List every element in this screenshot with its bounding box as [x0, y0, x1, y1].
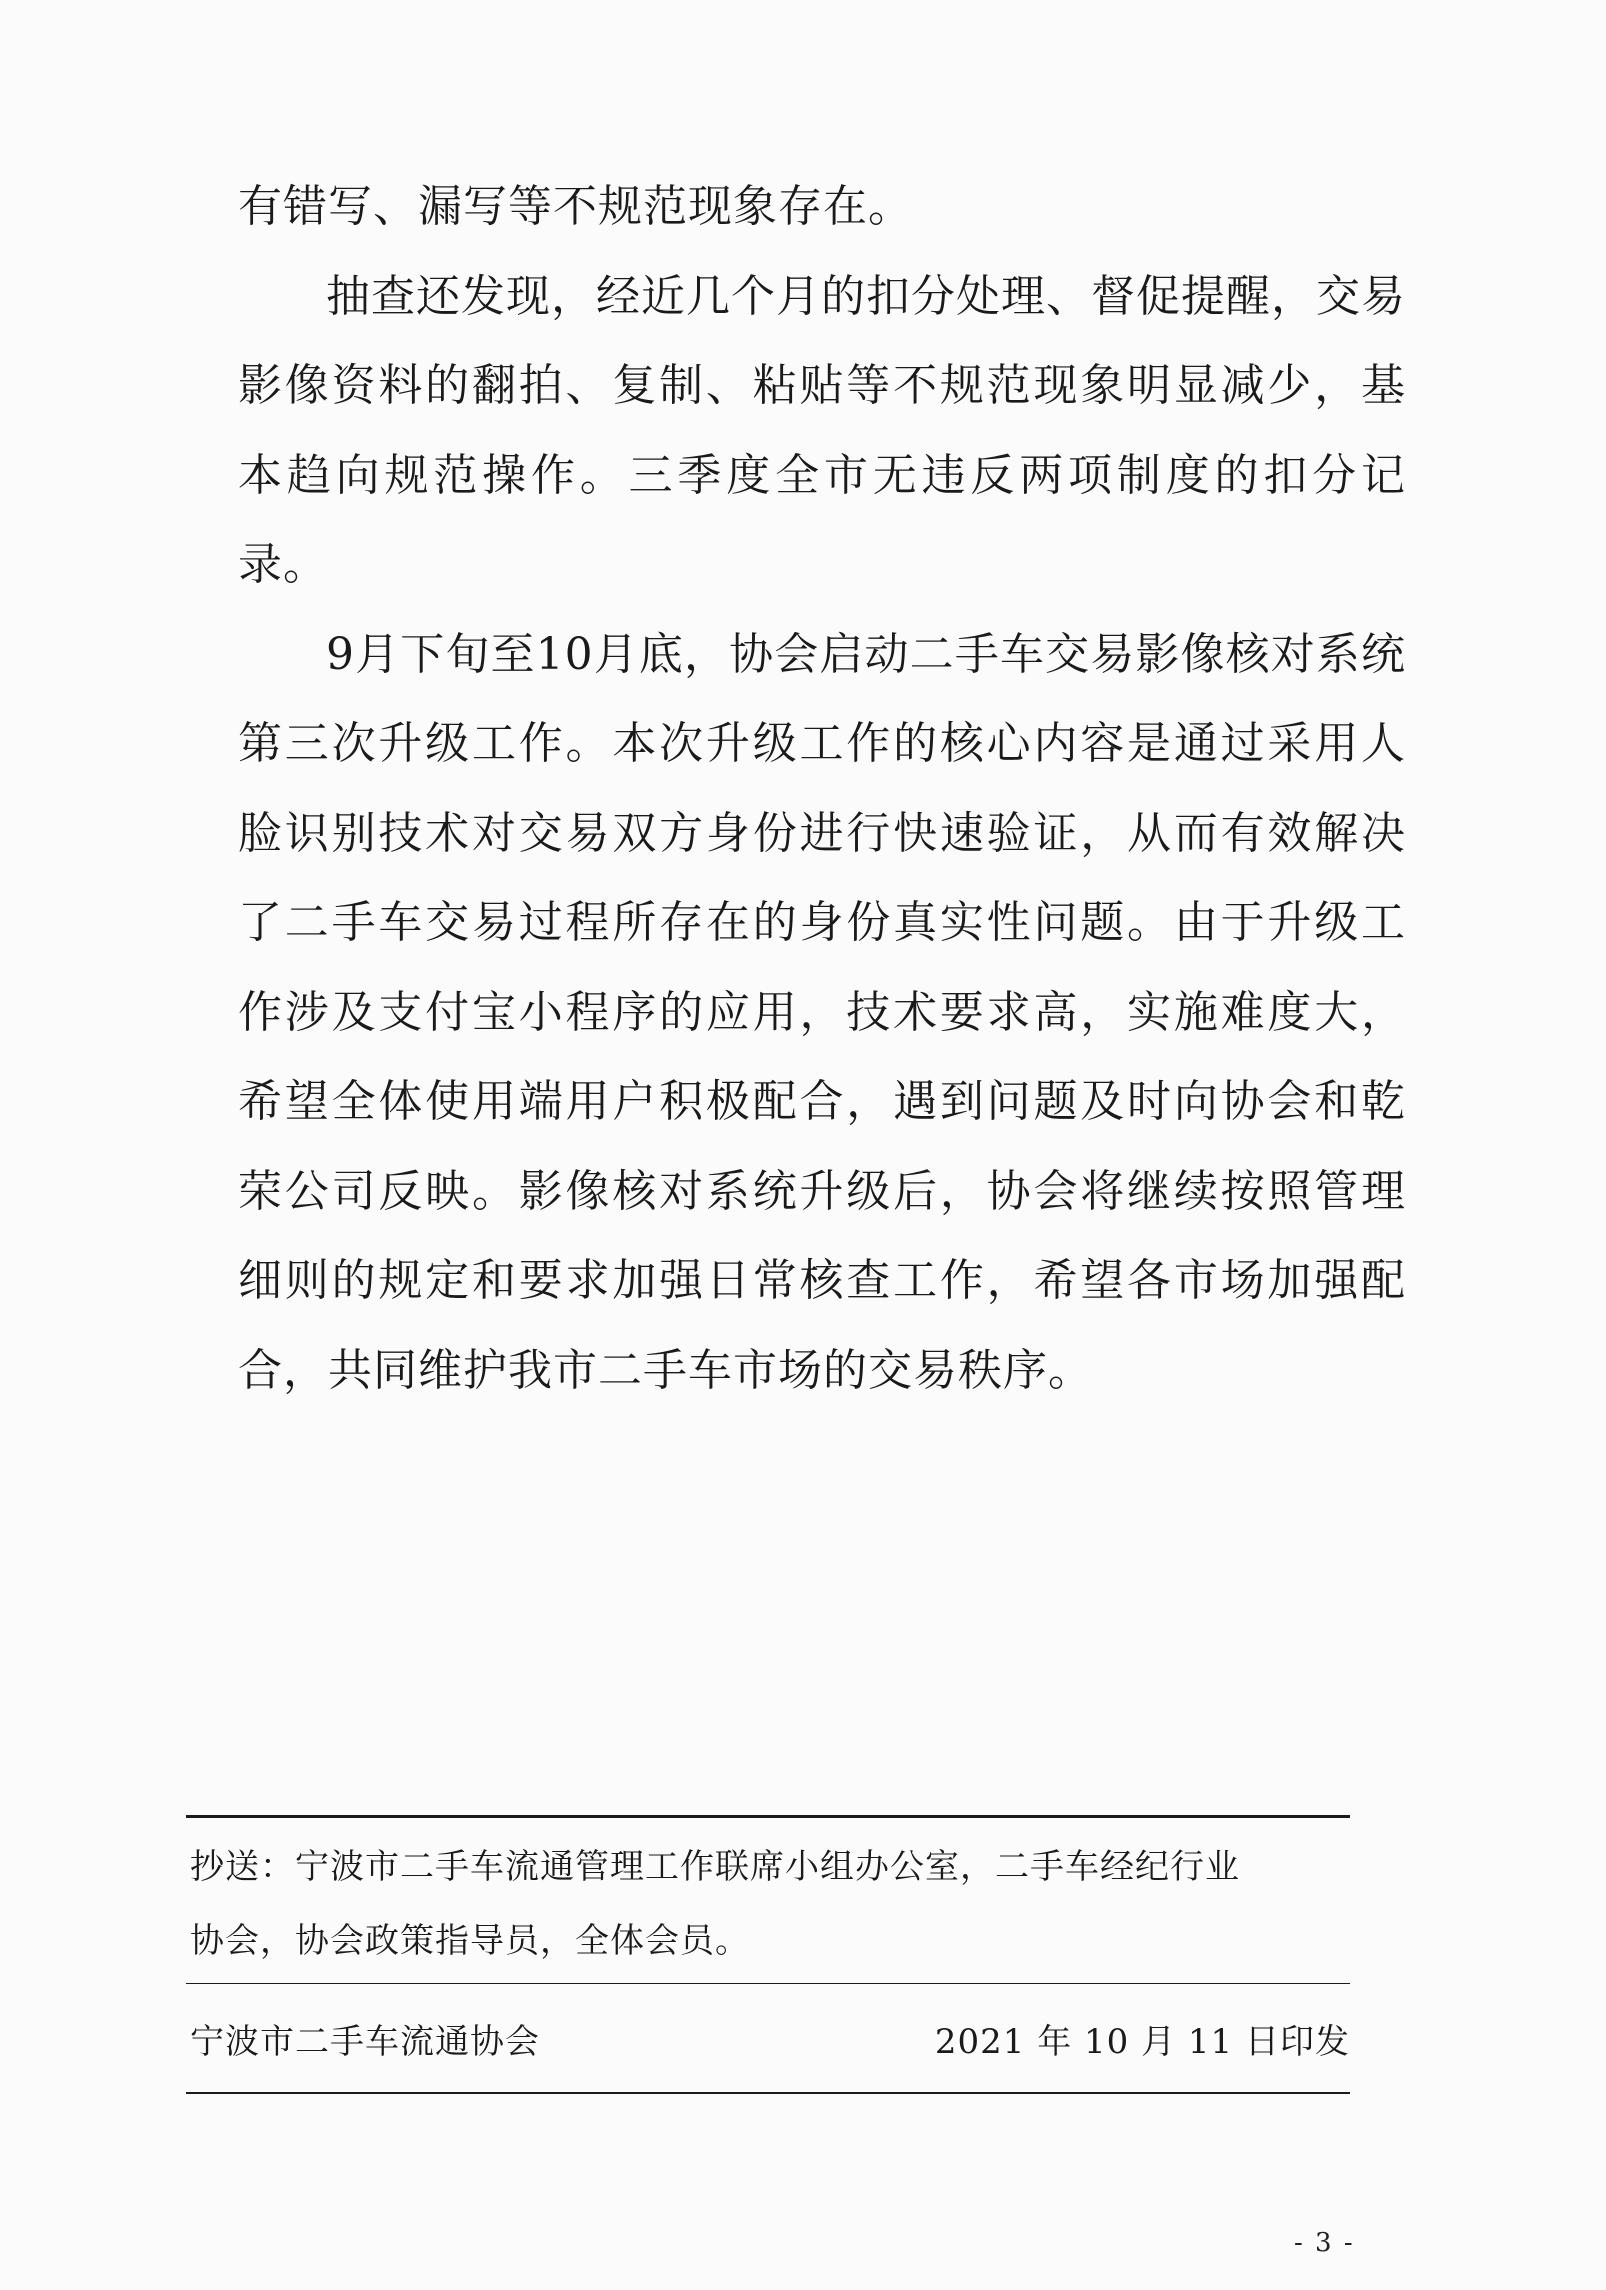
page-number: - 3 - [1294, 2228, 1355, 2258]
issuance-footer [190, 2012, 1350, 2072]
body-text [238, 162, 1406, 1415]
paragraph-3: 9月下旬至10月底，协会启动二手车交易影像核对系统第三次升级工作。本次升级工作的核心内容是通过采用人脸识别技术对交易双方身份进行快速验证，从而有效解决了二手车交易过程所存在的身份真实性问题。由于升级工作涉及支付宝小程序的应用，技术要求高，实施难度大，希望全体使用端用户积极配合，遇到问题及时向协会和乾荣公司反映。影像核对系统升级后，协会将继续按照管理细则的规定和要求加强日常核查工作，希望各市场加强配合，共同维护我市二手车市场的交易秩序。 [238, 628, 1406, 1396]
cc-line-1: 抄送：宁波市二手车流通管理工作联席小组办公室，二手车经纪行业 [190, 1847, 1240, 1887]
cc-line-2: 协会，协会政策指导员，全体会员。 [190, 1921, 750, 1961]
issuing-organization: 宁波市二手车流通协会 [190, 2022, 540, 2062]
cc-block [190, 1830, 1350, 1978]
paragraph-2: 抽查还发现，经近几个月的扣分处理、督促提醒，交易影像资料的翻拍、复制、粘贴等不规范现象明显减少，基本趋向规范操作。三季度全市无违反两项制度的扣分记录。 [238, 270, 1406, 590]
issue-date: 2021 年 10 月 11 日印发 [934, 2022, 1350, 2062]
paragraph-1: 有错写、漏写等不规范现象存在。 [238, 181, 913, 232]
cc-bottom-rule [186, 1983, 1350, 1984]
footer-bottom-rule [186, 2092, 1350, 2094]
cc-top-rule [186, 1815, 1350, 1818]
